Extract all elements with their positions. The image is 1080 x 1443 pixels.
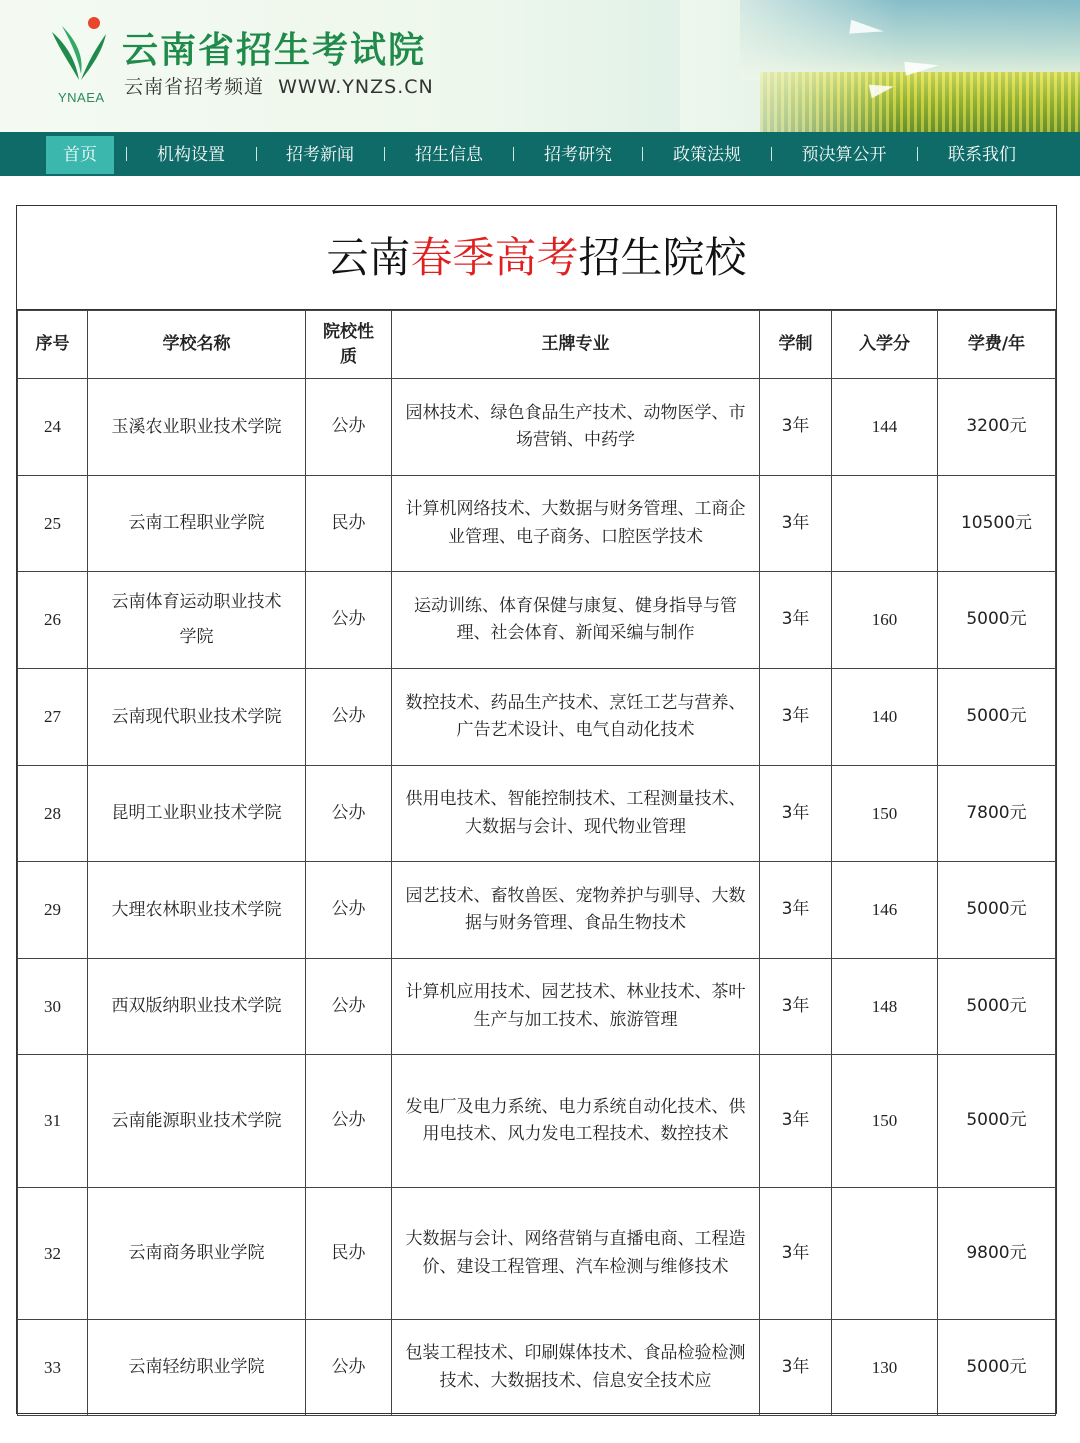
cell-no: 31 xyxy=(18,1055,88,1188)
nav-divider xyxy=(256,147,257,161)
cell-years: 3年 xyxy=(760,379,832,476)
cell-majors: 大数据与会计、网络营销与直播电商、工程造价、建设工程管理、汽车检测与维修技术 xyxy=(392,1188,760,1320)
cell-no: 24 xyxy=(18,379,88,476)
cell-score: 160 xyxy=(832,572,938,669)
cell-school-type: 公办 xyxy=(306,862,392,959)
cell-school-name: 云南轻纺职业学院 xyxy=(88,1320,306,1416)
header-banner xyxy=(0,0,1080,132)
cell-score xyxy=(832,1188,938,1320)
header-cell-score: 入学分 xyxy=(832,311,938,379)
cell-majors: 包装工程技术、印刷媒体技术、食品检验检测技术、大数据技术、信息安全技术应 xyxy=(392,1320,760,1416)
cell-fee: 5000元 xyxy=(938,1320,1056,1416)
cell-no: 28 xyxy=(18,766,88,862)
table-row xyxy=(18,1188,1056,1320)
cell-school-name: 云南能源职业技术学院 xyxy=(88,1055,306,1188)
nav-item-policies[interactable]: 政策法规 xyxy=(673,145,741,165)
cell-majors: 园林技术、绿色食品生产技术、动物医学、市场营销、中药学 xyxy=(392,379,760,476)
cell-school-type: 公办 xyxy=(306,1055,392,1188)
cell-score: 148 xyxy=(832,959,938,1055)
nav-item-news[interactable]: 招考新闻 xyxy=(286,145,354,165)
cell-score xyxy=(832,476,938,572)
header-cell-no: 序号 xyxy=(18,311,88,379)
cell-years: 3年 xyxy=(760,862,832,959)
cell-majors: 供用电技术、智能控制技术、工程测量技术、大数据与会计、现代物业管理 xyxy=(392,766,760,862)
cell-years: 3年 xyxy=(760,766,832,862)
cell-years: 3年 xyxy=(760,959,832,1055)
nav-item-research[interactable]: 招考研究 xyxy=(544,145,612,165)
cell-majors: 运动训练、体育保健与康复、健身指导与管理、社会体育、新闻采编与制作 xyxy=(392,572,760,669)
nav-divider xyxy=(917,147,918,161)
cell-fee: 5000元 xyxy=(938,572,1056,669)
header-type-label: 院校性质 xyxy=(323,321,374,367)
cell-fee: 5000元 xyxy=(938,959,1056,1055)
cell-years: 3年 xyxy=(760,1320,832,1416)
header-cell-years: 学制 xyxy=(760,311,832,379)
cell-school-type: 民办 xyxy=(306,1188,392,1320)
cell-no: 27 xyxy=(18,669,88,766)
cell-school-name: 云南工程职业学院 xyxy=(88,476,306,572)
table-row xyxy=(18,959,1056,1055)
nav-divider xyxy=(642,147,643,161)
cell-school-name: 云南商务职业学院 xyxy=(88,1188,306,1320)
banner-fade xyxy=(680,0,900,132)
cell-school-name: 云南体育运动职业技术学院 xyxy=(88,572,306,669)
cell-no: 29 xyxy=(18,862,88,959)
title-highlight: 春季高考 xyxy=(410,233,579,282)
cell-fee: 5000元 xyxy=(938,1055,1056,1188)
site-title[interactable]: 云南省招生考试院 xyxy=(122,30,427,71)
table-row xyxy=(18,476,1056,572)
nav-divider xyxy=(771,147,772,161)
cell-years: 3年 xyxy=(760,572,832,669)
cell-fee: 10500元 xyxy=(938,476,1056,572)
nav-divider xyxy=(126,147,127,161)
cell-no: 26 xyxy=(18,572,88,669)
cell-school-name: 西双版纳职业技术学院 xyxy=(88,959,306,1055)
cell-school-name: 玉溪农业职业技术学院 xyxy=(88,379,306,476)
cell-no: 30 xyxy=(18,959,88,1055)
colleges-table-panel xyxy=(16,205,1057,1414)
cell-fee: 5000元 xyxy=(938,862,1056,959)
table-row xyxy=(18,669,1056,766)
header-cell-type xyxy=(306,311,392,379)
cell-score: 130 xyxy=(832,1320,938,1416)
cell-score: 150 xyxy=(832,1055,938,1188)
cell-fee: 5000元 xyxy=(938,669,1056,766)
header-cell-name: 学校名称 xyxy=(88,311,306,379)
cell-school-type: 公办 xyxy=(306,1320,392,1416)
cell-years: 3年 xyxy=(760,1055,832,1188)
table-row xyxy=(18,379,1056,476)
cell-no: 33 xyxy=(18,1320,88,1416)
nav-item-budget[interactable]: 预决算公开 xyxy=(801,145,887,165)
table-title xyxy=(17,206,1056,310)
ynaea-logo-icon[interactable] xyxy=(46,14,112,84)
cell-fee: 7800元 xyxy=(938,766,1056,862)
cell-years: 3年 xyxy=(760,476,832,572)
table-row xyxy=(18,572,1056,669)
cell-majors: 计算机网络技术、大数据与财务管理、工商企业管理、电子商务、口腔医学技术 xyxy=(392,476,760,572)
cell-school-name: 大理农林职业技术学院 xyxy=(88,862,306,959)
nav-divider xyxy=(513,147,514,161)
cell-score: 144 xyxy=(832,379,938,476)
table-row xyxy=(18,1055,1056,1188)
nav-item-admission-info[interactable]: 招生信息 xyxy=(415,145,483,165)
cell-fee: 9800元 xyxy=(938,1188,1056,1320)
nav-divider xyxy=(384,147,385,161)
cell-no: 25 xyxy=(18,476,88,572)
cell-no: 32 xyxy=(18,1188,88,1320)
cell-years: 3年 xyxy=(760,669,832,766)
table-row xyxy=(18,862,1056,959)
cell-school-type: 民办 xyxy=(306,476,392,572)
table-row xyxy=(18,1320,1056,1416)
logo-abbreviation: YNAEA xyxy=(58,90,105,105)
nav-item-home[interactable]: 首页 xyxy=(46,136,114,174)
cell-years: 3年 xyxy=(760,1188,832,1320)
cell-school-type: 公办 xyxy=(306,959,392,1055)
cell-majors: 数控技术、药品生产技术、烹饪工艺与营养、广告艺术设计、电气自动化技术 xyxy=(392,669,760,766)
cell-school-name: 昆明工业职业技术学院 xyxy=(88,766,306,862)
title-suffix: 招生院校 xyxy=(578,233,747,282)
header-cell-fee: 学费/年 xyxy=(938,311,1056,379)
cell-school-type: 公办 xyxy=(306,766,392,862)
table-row xyxy=(18,766,1056,862)
cell-school-type: 公办 xyxy=(306,379,392,476)
cell-fee: 3200元 xyxy=(938,379,1056,476)
cell-score: 150 xyxy=(832,766,938,862)
title-prefix: 云南 xyxy=(326,233,411,282)
header-cell-majors: 王牌专业 xyxy=(392,311,760,379)
colleges-table xyxy=(17,310,1056,1416)
cell-school-type: 公办 xyxy=(306,669,392,766)
nav-item-organization[interactable]: 机构设置 xyxy=(157,145,225,165)
cell-majors: 发电厂及电力系统、电力系统自动化技术、供用电技术、风力发电工程技术、数控技术 xyxy=(392,1055,760,1188)
cell-score: 140 xyxy=(832,669,938,766)
cell-school-type: 公办 xyxy=(306,572,392,669)
table-header-row xyxy=(18,311,1056,379)
cell-score: 146 xyxy=(832,862,938,959)
cell-majors: 计算机应用技术、园艺技术、林业技术、茶叶生产与加工技术、旅游管理 xyxy=(392,959,760,1055)
cell-majors: 园艺技术、畜牧兽医、宠物养护与驯导、大数据与财务管理、食品生物技术 xyxy=(392,862,760,959)
main-nav xyxy=(0,132,1080,176)
nav-item-contact[interactable]: 联系我们 xyxy=(948,145,1016,165)
site-subtitle: 云南省招考频道 WWW.YNZS.CN xyxy=(124,76,434,98)
cell-school-name: 云南现代职业技术学院 xyxy=(88,669,306,766)
